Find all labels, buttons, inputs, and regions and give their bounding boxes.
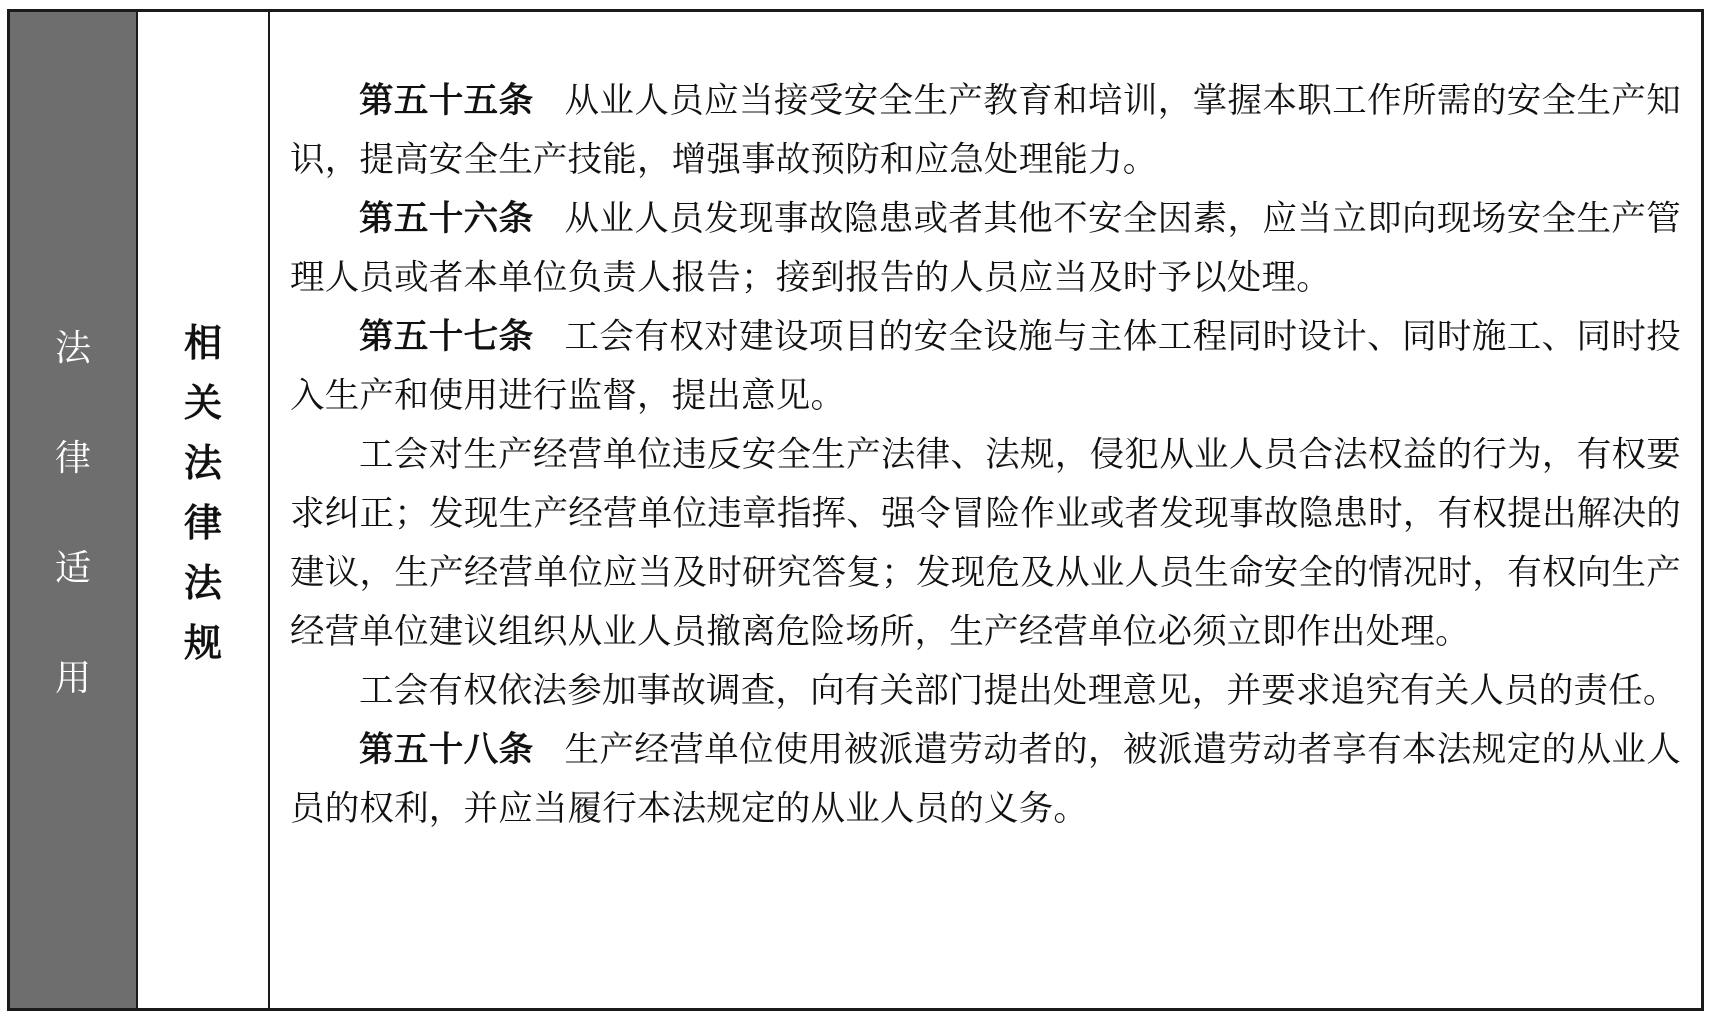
subcategory-char: 律 [183,500,222,545]
category-char: 法 [54,328,91,369]
law-table [7,9,1704,1011]
article-58-paragraph [290,721,1681,839]
category-label [55,329,91,699]
article-text: 生产经营单位使用被派遣劳动者的，被派遣劳动者享有本法规定的从业人员的权利，并应当履行本法规定的从业人员的义务。 [290,730,1681,829]
subcategory-column [138,12,270,1008]
article-text: 工会有权对建设项目的安全设施与主体工程同时设计、同时施工、同时投入生产和使用进行监督，提出意见。 [290,317,1681,416]
article-55-paragraph [290,72,1681,190]
category-char: 律 [54,438,91,479]
article-number: 第五十七条 [359,317,534,357]
article-57-paragraph-3 [290,662,1681,721]
article-text: 工会对生产经营单位违反安全生产法律、法规，侵犯从业人员合法权益的行为，有权要求纠正；发现生产经营单位违章指挥、强令冒险作业或者发现事故隐患时，有权提出解决的建议，生产经营单位应当及时研究答复；发现危及从业人员生命安全的情况时，有权向生产经营单位建议组织从业人员撤离危险场所，生产经营单位必须立即作出处理。 [290,435,1681,652]
article-57-paragraph-2 [290,426,1681,662]
article-text: 工会有权依法参加事故调查，向有关部门提出处理意见，并要求追究有关人员的责任。 [359,671,1678,711]
article-57-paragraph [290,308,1681,426]
subcategory-char: 相 [183,320,222,365]
article-number: 第五十五条 [359,81,534,121]
category-char: 用 [54,658,91,699]
subcategory-char: 法 [183,440,222,485]
category-column [10,12,138,1008]
article-number: 第五十六条 [359,199,534,239]
category-char: 适 [54,548,91,589]
article-number: 第五十八条 [359,730,534,770]
article-56-paragraph [290,190,1681,308]
article-text: 从业人员应当接受安全生产教育和培训，掌握本职工作所需的安全生产知识，提高安全生产技能，增强事故预防和应急处理能力。 [290,81,1681,180]
subcategory-char: 法 [183,560,222,605]
article-text: 从业人员发现事故隐患或者其他不安全因素，应当立即向现场安全生产管理人员或者本单位负责人报告；接到报告的人员应当及时予以处理。 [290,199,1681,298]
subcategory-char: 关 [183,380,222,425]
subcategory-char: 规 [183,620,222,665]
law-text-column [270,12,1701,1008]
subcategory-label [183,320,222,665]
